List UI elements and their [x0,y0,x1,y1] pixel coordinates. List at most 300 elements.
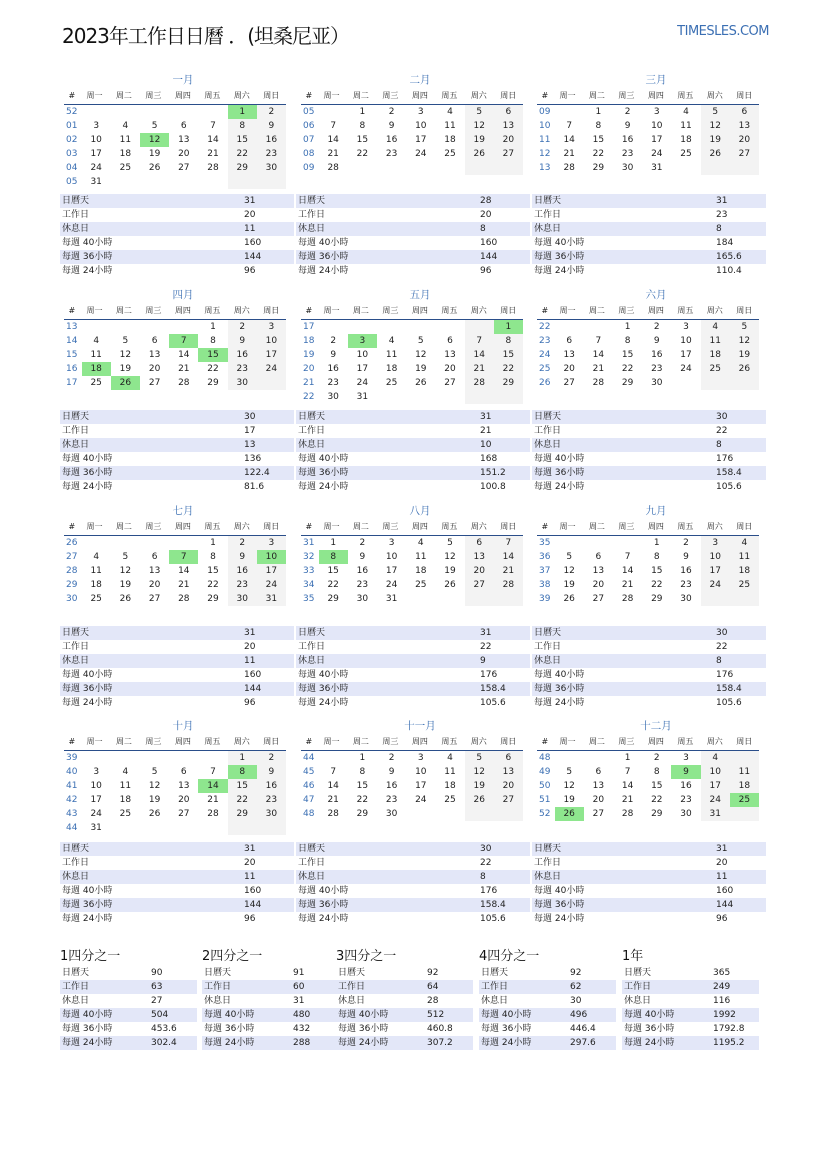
stat-row [479,966,616,980]
day-cell [465,807,494,821]
stat-value: 31 [716,844,728,854]
weekday-label: 周日 [500,306,517,315]
day-cell [140,320,169,334]
stat-value: 158.4 [716,468,742,478]
week-row [64,175,286,189]
week-row [301,161,523,175]
weekday-header [64,734,286,751]
week-row [301,147,523,161]
day-cell: 23 [621,149,634,159]
day-cell: 29 [494,376,523,390]
month-stats [532,626,766,710]
day-cell: 26 [415,378,427,388]
stat-label: 每週 24小時 [534,698,585,708]
day-cell [111,320,140,334]
day-cell: 30 [228,592,257,606]
week-row [301,334,523,348]
day-cell: 20 [148,364,161,374]
weekday-label: 周二 [115,306,132,315]
day-cell: 25 [415,580,427,590]
holiday-day: 9 [671,765,700,779]
stat-row [296,682,530,696]
day-cell: 16 [680,781,692,791]
stat-label: 每週 24小時 [481,1038,532,1048]
weekday-label: 周四 [411,306,428,315]
day-cell: 30 [228,376,257,390]
day-cell: 11 [444,767,456,777]
stat-label: 休息日 [204,996,232,1006]
day-cell [494,807,523,821]
day-cell: 9 [624,121,631,131]
weekday-label: 周三 [382,522,399,531]
day-cell: 14 [494,550,523,564]
day-cell: 1 [330,538,337,548]
day-cell: 4 [93,552,100,562]
day-cell: 8 [210,552,216,562]
stat-row [202,994,339,1008]
week-number: 17 [303,322,315,332]
weekday-label: 周日 [500,737,517,746]
week-number: 43 [66,809,78,819]
week-number: 09 [539,107,551,117]
stat-value: 11 [244,224,256,234]
stat-row [532,480,766,494]
holiday-day: 25 [730,793,759,807]
day-cell: 27 [148,378,161,388]
week-row [537,119,759,133]
day-cell: 29 [228,807,257,821]
day-cell: 29 [228,161,257,175]
month-name: 三月 [645,74,667,86]
stat-label: 休息日 [534,872,562,882]
day-cell: 10 [385,552,398,562]
day-cell: 19 [465,779,494,793]
day-cell: 30 [621,163,634,173]
day-cell: 21 [592,364,605,374]
weekday-label: 周五 [677,91,694,100]
day-cell: 23 [228,362,257,376]
week-number-header: # [68,522,76,531]
stat-label: 休息日 [298,656,326,666]
week-number: 44 [303,753,315,763]
day-cell: 28 [327,809,339,819]
week-row [537,793,759,807]
day-cell [730,751,759,765]
day-cell: 1 [228,751,257,765]
stat-row [60,480,294,494]
day-cell: 4 [417,538,424,548]
day-cell: 23 [680,795,692,805]
week-row [537,320,759,334]
day-cell: 10 [90,135,102,145]
day-cell: 16 [257,779,286,793]
day-cell: 5 [122,336,129,346]
stat-value: 168 [480,454,498,464]
day-cell: 14 [592,350,605,360]
weekday-label: 周三 [618,91,635,100]
day-cell: 8 [228,119,257,133]
weekday-header [64,303,286,320]
week-number: 31 [303,538,315,548]
day-cell: 3 [93,767,100,777]
weekday-label: 周四 [174,91,191,100]
day-cell: 11 [119,781,132,791]
stat-row [60,264,294,278]
stat-value: 92 [427,968,439,978]
stat-label: 每週 24小時 [298,482,349,492]
week-row [537,147,759,161]
day-cell: 23 [257,793,286,807]
day-cell: 15 [228,133,257,147]
day-cell: 20 [494,779,523,793]
day-cell: 24 [356,378,369,388]
stat-label: 每週 40小時 [204,1010,255,1020]
stat-value: 31 [244,196,256,206]
day-cell [730,807,759,821]
day-cell: 22 [228,147,257,161]
day-cell: 17 [385,566,398,576]
week-number-header: # [305,91,313,100]
week-number-header: # [305,522,313,531]
day-cell: 31 [90,823,102,833]
weekday-label: 周一 [559,91,576,100]
stat-row [60,250,294,264]
week-number: 11 [539,135,551,145]
stat-value: 160 [244,886,262,896]
day-cell: 15 [327,566,339,576]
week-number: 38 [539,580,551,590]
week-number: 24 [539,350,551,360]
week-row [537,334,759,348]
week-number-header: # [68,91,76,100]
week-row [301,765,523,779]
day-cell: 28 [621,809,634,819]
stat-value: 22 [480,858,492,868]
week-row [301,390,523,404]
stat-row [622,1008,759,1022]
day-cell [111,751,140,765]
day-cell: 7 [210,767,216,777]
day-cell: 17 [701,564,730,578]
day-cell: 29 [592,163,605,173]
day-cell: 3 [257,536,286,550]
day-cell: 21 [494,564,523,578]
week-row [301,105,523,119]
stat-value: 30 [244,412,256,422]
week-number: 08 [303,149,315,159]
week-row [64,362,286,376]
day-cell: 22 [494,362,523,376]
day-cell: 23 [327,378,339,388]
stat-value: 9 [480,656,486,666]
day-cell [319,751,348,765]
stat-value: 302.4 [151,1038,177,1048]
day-cell: 30 [257,161,286,175]
day-cell: 1 [624,753,631,763]
day-cell: 27 [494,147,523,161]
day-cell: 6 [180,767,187,777]
day-cell: 13 [563,350,575,360]
day-cell: 16 [385,135,398,145]
day-cell [435,592,464,606]
stat-value: 13 [244,440,256,450]
day-cell: 5 [417,336,424,346]
week-number: 06 [303,121,315,131]
day-cell: 16 [327,364,339,374]
weekday-label: 周三 [145,91,162,100]
day-cell: 2 [330,336,337,346]
stat-label: 休息日 [534,440,562,450]
stat-label: 日曆天 [338,968,366,978]
day-cell: 19 [563,795,575,805]
stat-label: 每週 36小時 [298,684,349,694]
day-cell: 6 [151,336,158,346]
day-cell [613,536,642,550]
stat-label: 每週 36小時 [62,1024,113,1034]
day-cell: 29 [621,378,634,388]
weekday-header [64,519,286,536]
holiday-day: 12 [140,133,169,147]
day-cell: 4 [730,536,759,550]
weekday-label: 周一 [86,306,103,315]
day-cell: 26 [701,147,730,161]
weekday-label: 周五 [204,306,221,315]
brand-link[interactable]: TIMESLES.COM [677,24,769,39]
day-cell [584,320,613,334]
month-stats [296,626,530,710]
day-cell: 6 [494,751,523,765]
day-cell [730,376,759,390]
stat-value: 20 [244,858,256,868]
day-cell: 26 [465,793,494,807]
day-cell: 9 [228,550,257,564]
stat-row [622,980,759,994]
week-number: 01 [66,121,78,131]
day-cell: 13 [178,135,190,145]
day-cell: 13 [494,765,523,779]
stat-label: 每週 24小時 [204,1038,255,1048]
stat-label: 工作日 [62,426,90,436]
day-cell: 25 [119,809,132,819]
stat-label: 休息日 [481,996,509,1006]
day-cell: 16 [228,348,257,362]
day-cell [494,161,523,175]
day-cell [111,175,140,189]
day-cell: 8 [653,552,660,562]
stat-value: 31 [716,196,728,206]
day-cell [701,161,730,175]
week-number-header: # [305,306,313,315]
stat-label: 工作日 [298,858,326,868]
day-cell: 4 [388,336,395,346]
stat-row [532,884,766,898]
day-cell: 28 [178,594,190,604]
day-cell: 27 [148,594,161,604]
stat-label: 每週 40小時 [62,454,113,464]
day-cell [584,751,613,765]
day-cell: 14 [178,350,190,360]
week-row [64,779,286,793]
day-cell [730,161,759,175]
weekday-label: 周六 [233,91,250,100]
weekday-label: 周四 [411,522,428,531]
quarter-summary [60,948,197,1050]
week-number: 02 [66,135,78,145]
day-cell: 26 [148,163,161,173]
stat-label: 日曆天 [62,968,90,978]
day-cell: 4 [447,107,453,117]
stat-row [60,1008,197,1022]
day-cell: 12 [119,566,132,576]
week-number: 51 [539,795,551,805]
weekday-label: 周四 [647,737,664,746]
day-cell: 31 [257,592,286,606]
stat-label: 每週 40小時 [534,454,585,464]
week-number: 21 [303,378,315,388]
stat-label: 工作日 [534,858,562,868]
day-cell [584,536,613,550]
weekday-label: 周五 [441,522,458,531]
stat-label: 工作日 [298,642,326,652]
day-cell [140,105,169,119]
stat-value: 176 [480,886,498,896]
holiday-day: 1 [228,105,257,119]
day-cell: 7 [624,767,631,777]
month-calendar [301,504,523,606]
stat-row [336,994,473,1008]
day-cell: 29 [651,809,663,819]
stat-row [532,912,766,926]
week-row [64,119,286,133]
stat-label: 每週 24小時 [298,914,349,924]
day-cell: 4 [683,107,689,117]
day-cell: 29 [651,594,663,604]
stat-row [296,626,530,640]
week-number: 03 [66,149,78,159]
day-cell: 28 [465,376,494,390]
day-cell [435,320,464,334]
day-cell: 10 [90,781,102,791]
stat-label: 日曆天 [62,628,90,638]
stat-value: 21 [480,426,492,436]
weekday-label: 周日 [263,737,280,746]
week-row [301,362,523,376]
day-cell: 5 [566,767,573,777]
day-cell: 14 [621,566,634,576]
stat-label: 每週 24小時 [534,914,585,924]
day-cell: 11 [701,334,730,348]
stat-label: 每週 40小時 [298,886,349,896]
stat-value: 28 [480,196,492,206]
weekday-label: 周六 [706,91,723,100]
day-cell [169,536,198,550]
week-row [64,334,286,348]
stat-row [622,966,759,980]
day-cell: 30 [257,807,286,821]
stat-label: 休息日 [298,440,326,450]
stat-row [532,696,766,710]
day-cell: 3 [417,107,424,117]
day-cell: 24 [257,578,286,592]
week-row [64,376,286,390]
stat-value: 144 [716,900,734,910]
day-cell: 30 [356,594,369,604]
week-row [301,376,523,390]
week-number-header: # [68,737,76,746]
week-row [64,133,286,147]
day-cell: 9 [359,552,366,562]
day-cell: 17 [356,364,369,374]
day-cell: 11 [415,552,427,562]
stat-row [296,264,530,278]
stat-value: 8 [480,872,486,882]
day-cell: 22 [207,364,219,374]
day-cell: 14 [563,135,575,145]
stat-value: 460.8 [427,1024,453,1034]
day-cell: 21 [327,149,339,159]
stat-row [336,1036,473,1050]
day-cell: 6 [595,552,602,562]
day-cell: 13 [178,781,190,791]
day-cell [169,320,198,334]
stat-label: 休息日 [62,996,90,1006]
stat-row [60,696,294,710]
quarter-summary [202,948,339,1050]
stat-row [60,870,294,884]
month-name: 五月 [409,289,431,301]
week-number: 50 [539,781,551,791]
day-cell: 28 [592,378,605,388]
week-row [64,751,286,765]
stat-value: 20 [716,858,728,868]
day-cell: 10 [651,121,663,131]
day-cell: 19 [119,364,132,374]
stat-value: 20 [480,210,492,220]
stat-value: 165.6 [716,252,742,262]
weekday-label: 周三 [382,91,399,100]
stat-label: 日曆天 [298,844,326,854]
day-cell: 30 [651,378,663,388]
day-cell: 13 [592,781,605,791]
week-row [64,550,286,564]
week-row [537,376,759,390]
week-number: 52 [66,107,78,117]
day-cell: 17 [90,795,102,805]
stat-value: 297.6 [570,1038,596,1048]
month-stats [296,842,530,926]
stat-value: 31 [480,628,492,638]
day-cell [319,320,348,334]
day-cell: 17 [415,135,427,145]
week-row [537,161,759,175]
stat-row [532,194,766,208]
stat-label: 每週 36小時 [338,1024,389,1034]
day-cell: 20 [592,580,605,590]
day-cell: 17 [415,781,427,791]
weekday-label: 周六 [233,522,250,531]
day-cell: 12 [119,350,132,360]
day-cell: 11 [730,765,759,779]
weekday-label: 周三 [382,737,399,746]
month-calendar [64,504,286,606]
weekday-label: 周二 [588,522,605,531]
holiday-day: 3 [348,334,377,348]
week-number: 35 [539,538,551,548]
day-cell: 21 [465,362,494,376]
holiday-day: 10 [257,550,286,564]
stat-row [60,654,294,668]
week-row [301,348,523,362]
